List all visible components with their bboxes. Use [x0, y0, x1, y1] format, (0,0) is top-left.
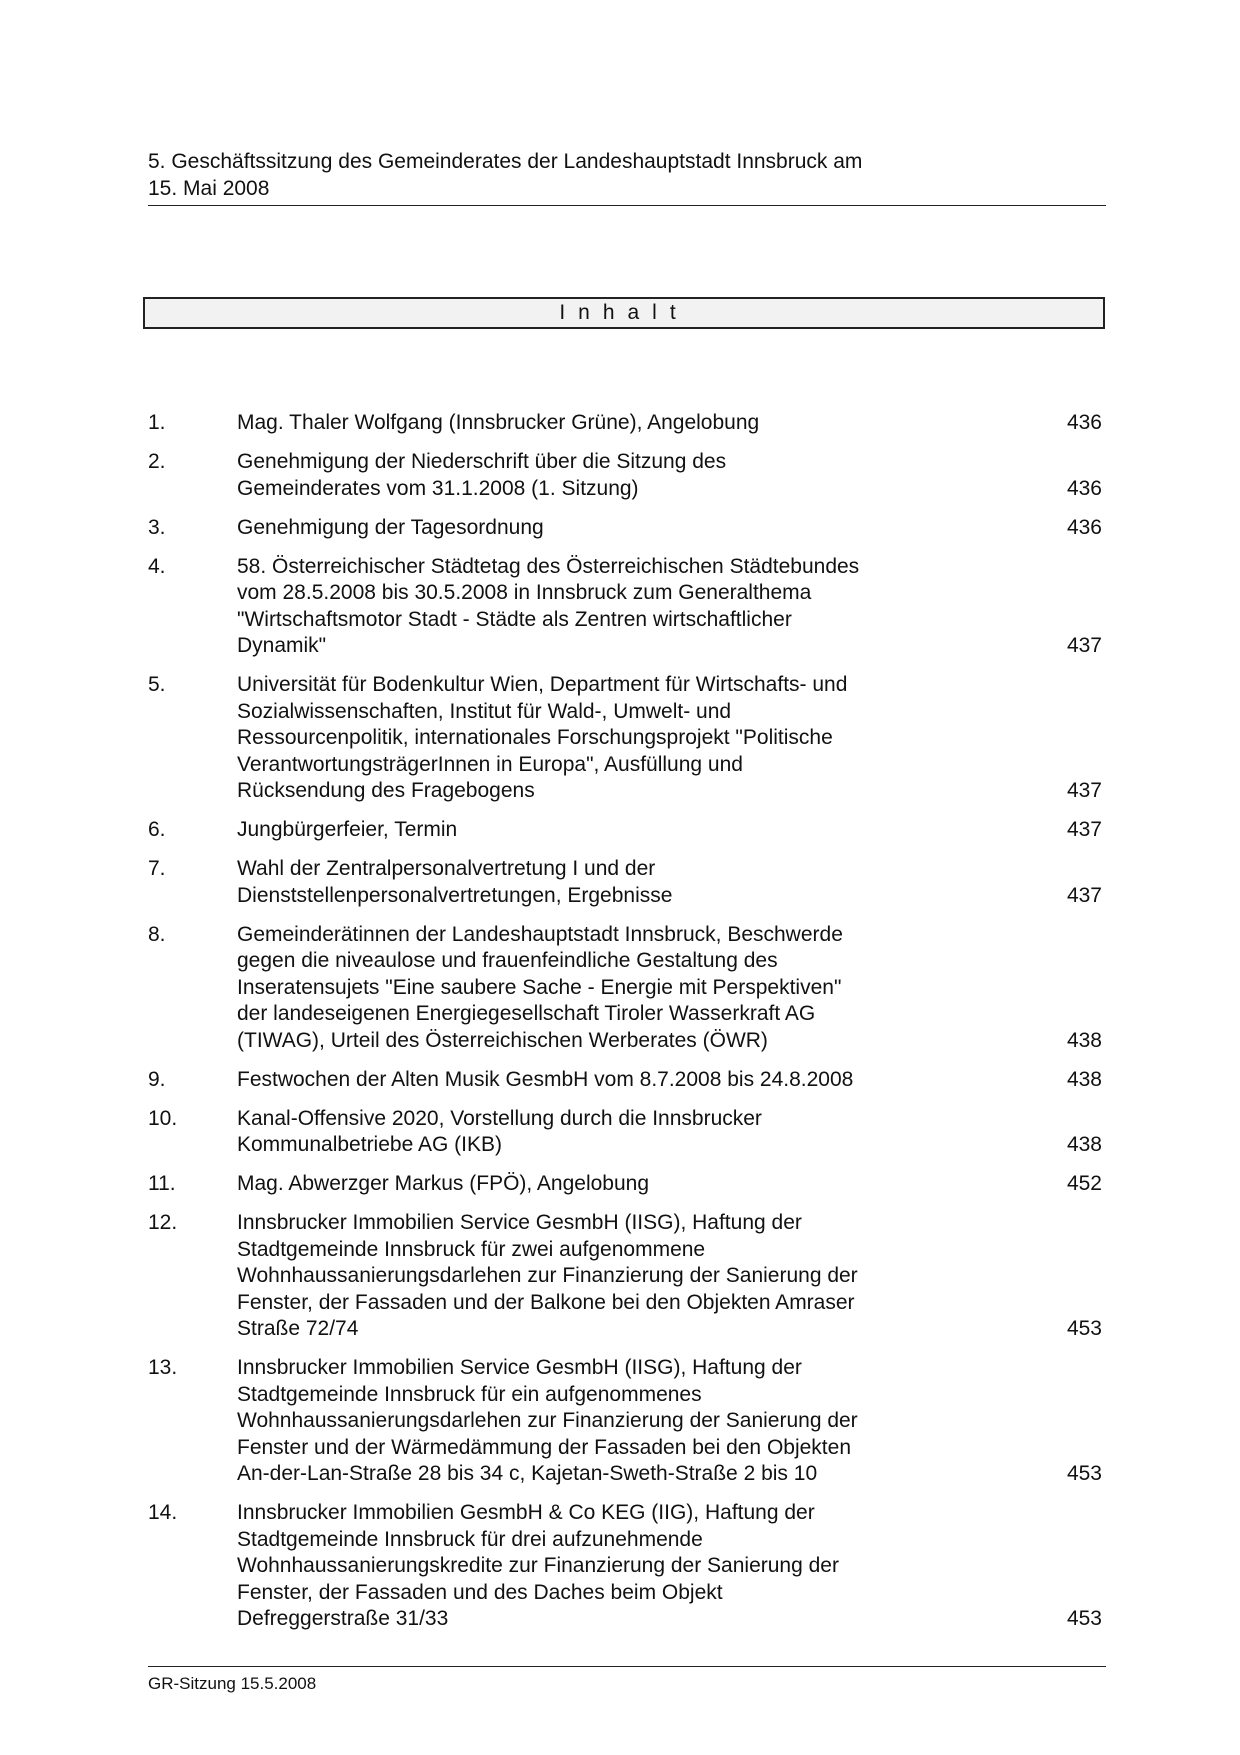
toc-entry-page-number: 436 — [1066, 515, 1102, 539]
toc-entry-title-line: Fenster, der Fassaden und der Balkone bei den Objekten Amraser — [237, 1290, 855, 1314]
toc-entry-title-line: Jungbürgerfeier, Termin — [237, 818, 458, 841]
toc-entry-page-number: 438 — [1066, 1067, 1102, 1091]
toc-entry — [148, 554, 1106, 660]
toc-entry-number: 4. — [148, 554, 166, 578]
toc-entry-number: 3. — [148, 515, 166, 539]
toc-entry-number: 2. — [148, 450, 166, 473]
toc-entry-title — [237, 1210, 977, 1343]
toc-entry-title-line: Stadtgemeinde Innsbruck für zwei aufgenommene — [237, 1237, 706, 1261]
toc-entry-title — [237, 515, 977, 542]
toc-entry-title-line: Dienststellenpersonalvertretungen, Ergebnisse — [237, 883, 673, 907]
toc-entry-title — [237, 922, 977, 1055]
toc-entry-title — [237, 1171, 977, 1198]
toc-entry-title — [237, 1067, 977, 1094]
toc-entry-page-number: 453 — [1066, 1317, 1102, 1340]
toc-entry-page-number: 436 — [1066, 476, 1102, 500]
toc-entry-title-line: Wohnhaussanierungsdarlehen zur Finanzierung der Sanierung der — [237, 1409, 858, 1432]
toc-entry-page-number: 438 — [1066, 1133, 1102, 1156]
toc-entry-number: 1. — [148, 411, 166, 434]
toc-entry-page-number: 453 — [1066, 1462, 1102, 1485]
toc-entry — [148, 410, 1106, 437]
toc-entry — [148, 672, 1106, 805]
toc-entry-number: 10. — [148, 1106, 178, 1130]
toc-entry-page-number: 436 — [1066, 411, 1102, 434]
toc-entry-title-line: Stadtgemeinde Innsbruck für ein aufgenommenes — [237, 1382, 702, 1406]
toc-entry-title — [237, 817, 977, 844]
toc-entry-title-line: Kanal-Offensive 2020, Vorstellung durch die Innsbrucker — [237, 1106, 762, 1130]
toc-entry-title-line: Wohnhaussanierungskredite zur Finanzierung der Sanierung der — [237, 1554, 839, 1577]
toc-entry-title-line: Inseratensujets "Eine saubere Sache - Energie mit Perspektiven" — [237, 975, 842, 999]
toc-entry-number: 6. — [148, 818, 166, 841]
toc-entry-page-number: 437 — [1066, 779, 1102, 802]
footer-text: GR-Sitzung 15.5.2008 — [148, 1674, 317, 1693]
toc-entry-title-line: VerantwortungsträgerInnen in Europa", Ausfüllung und — [237, 752, 743, 776]
toc-entry — [148, 515, 1106, 542]
toc-entry — [148, 1106, 1106, 1159]
toc-entry-title — [237, 554, 977, 660]
toc-entry-title — [237, 1106, 977, 1159]
toc-entry-title-line: Wohnhaussanierungsdarlehen zur Finanzierung der Sanierung der — [237, 1264, 858, 1287]
toc-entry-number: 11. — [148, 1172, 176, 1195]
toc-entry-title-line: Kommunalbetriebe AG (IKB) — [237, 1133, 502, 1156]
toc-entry-title-line: Ressourcenpolitik, internationales Forschungsprojekt "Politische — [237, 726, 833, 749]
toc-entry-title — [237, 449, 977, 502]
contents-title: Inhalt — [559, 301, 689, 324]
toc-entry-title-line: Innsbrucker Immobilien Service GesmbH (IISG), Haftung der — [237, 1356, 802, 1379]
toc-entry-title — [237, 856, 977, 909]
toc-entry-title-line: Innsbrucker Immobilien Service GesmbH (IISG), Haftung der — [237, 1211, 802, 1234]
toc-entry-page-number: 452 — [1066, 1172, 1102, 1195]
table-of-contents — [148, 410, 1106, 1645]
toc-entry-title — [237, 672, 977, 805]
toc-entry-title-line: Mag. Thaler Wolfgang (Innsbrucker Grüne), Angelobung — [237, 411, 760, 434]
header-line-2: 15. Mai 2008 — [148, 177, 270, 200]
toc-entry — [148, 1210, 1106, 1343]
toc-entry — [148, 817, 1106, 844]
toc-entry-title-line: der landeseigenen Energiegesellschaft Tiroler Wasserkraft AG — [237, 1002, 816, 1025]
toc-entry-page-number: 437 — [1066, 634, 1102, 657]
toc-entry-title-line: Genehmigung der Tagesordnung — [237, 515, 544, 539]
toc-entry-number: 8. — [148, 922, 166, 946]
toc-entry — [148, 1500, 1106, 1633]
toc-entry-title-line: gegen die niveaulose und frauenfeindliche Gestaltung des — [237, 949, 778, 972]
toc-entry — [148, 1171, 1106, 1198]
toc-entry-page-number: 437 — [1066, 883, 1102, 907]
toc-entry-title-line: Defreggerstraße 31/33 — [237, 1607, 449, 1630]
toc-entry-title-line: (TIWAG), Urteil des Österreichischen Werberates (ÖWR) — [237, 1028, 768, 1052]
toc-entry-title-line: Rücksendung des Fragebogens — [237, 779, 535, 802]
toc-entry-title-line: Dynamik" — [237, 634, 327, 657]
toc-entry-page-number: 437 — [1066, 818, 1102, 841]
toc-entry-title-line: An-der-Lan-Straße 28 bis 34 c, Kajetan-Sweth-Straße 2 bis 10 — [237, 1462, 818, 1485]
toc-entry-title — [237, 1355, 977, 1488]
toc-entry-title-line: Innsbrucker Immobilien GesmbH & Co KEG (IIG), Haftung der — [237, 1501, 815, 1524]
toc-entry-page-number: 438 — [1066, 1028, 1102, 1052]
toc-entry-title-line: Fenster und der Wärmedämmung der Fassaden bei den Objekten — [237, 1435, 851, 1459]
toc-entry — [148, 1067, 1106, 1094]
toc-entry-number: 7. — [148, 857, 166, 880]
toc-entry-number: 5. — [148, 673, 166, 696]
toc-entry-title — [237, 410, 977, 437]
toc-entry-title-line: Straße 72/74 — [237, 1317, 359, 1340]
toc-entry-title-line: Genehmigung der Niederschrift über die Sitzung des — [237, 450, 727, 473]
toc-entry-title-line: 58. Österreichischer Städtetag des Österreichischen Städtebundes — [237, 554, 860, 578]
toc-entry-title-line: Gemeinderates vom 31.1.2008 (1. Sitzung) — [237, 476, 639, 500]
toc-entry-title-line: Stadtgemeinde Innsbruck für drei aufzunehmende — [237, 1527, 703, 1551]
toc-entry-title — [237, 1500, 977, 1633]
toc-entry-title-line: Universität für Bodenkultur Wien, Department für Wirtschafts- und — [237, 673, 848, 696]
toc-entry-number: 13. — [148, 1356, 178, 1379]
toc-entry-number: 9. — [148, 1067, 166, 1091]
toc-entry-title-line: Fenster, der Fassaden und des Daches beim Objekt — [237, 1580, 723, 1604]
header-line-1: 5. Geschäftssitzung des Gemeinderates der Landeshauptstadt Innsbruck am — [148, 150, 863, 173]
toc-entry-title-line: Mag. Abwerzger Markus (FPÖ), Angelobung — [237, 1172, 650, 1195]
toc-entry-page-number: 453 — [1066, 1607, 1102, 1630]
toc-entry-number: 12. — [148, 1211, 178, 1234]
page-footer — [148, 1666, 1106, 1695]
toc-entry-number: 14. — [148, 1501, 178, 1524]
toc-entry — [148, 1355, 1106, 1488]
toc-entry-title-line: "Wirtschaftsmotor Stadt - Städte als Zentren wirtschaftlicher — [237, 607, 792, 631]
toc-entry — [148, 856, 1106, 909]
toc-entry-title-line: vom 28.5.2008 bis 30.5.2008 in Innsbruck zum Generalthema — [237, 581, 812, 604]
toc-entry-title-line: Sozialwissenschaften, Institut für Wald-, Umwelt- und — [237, 699, 732, 723]
toc-entry-title-line: Festwochen der Alten Musik GesmbH vom 8.7.2008 bis 24.8.2008 — [237, 1067, 854, 1091]
toc-entry — [148, 449, 1106, 502]
document-header — [148, 148, 1106, 206]
toc-entry — [148, 922, 1106, 1055]
contents-title-box — [143, 297, 1105, 329]
toc-entry-title-line: Wahl der Zentralpersonalvertretung I und der — [237, 857, 656, 880]
toc-entry-title-line: Gemeinderätinnen der Landeshauptstadt Innsbruck, Beschwerde — [237, 922, 843, 946]
